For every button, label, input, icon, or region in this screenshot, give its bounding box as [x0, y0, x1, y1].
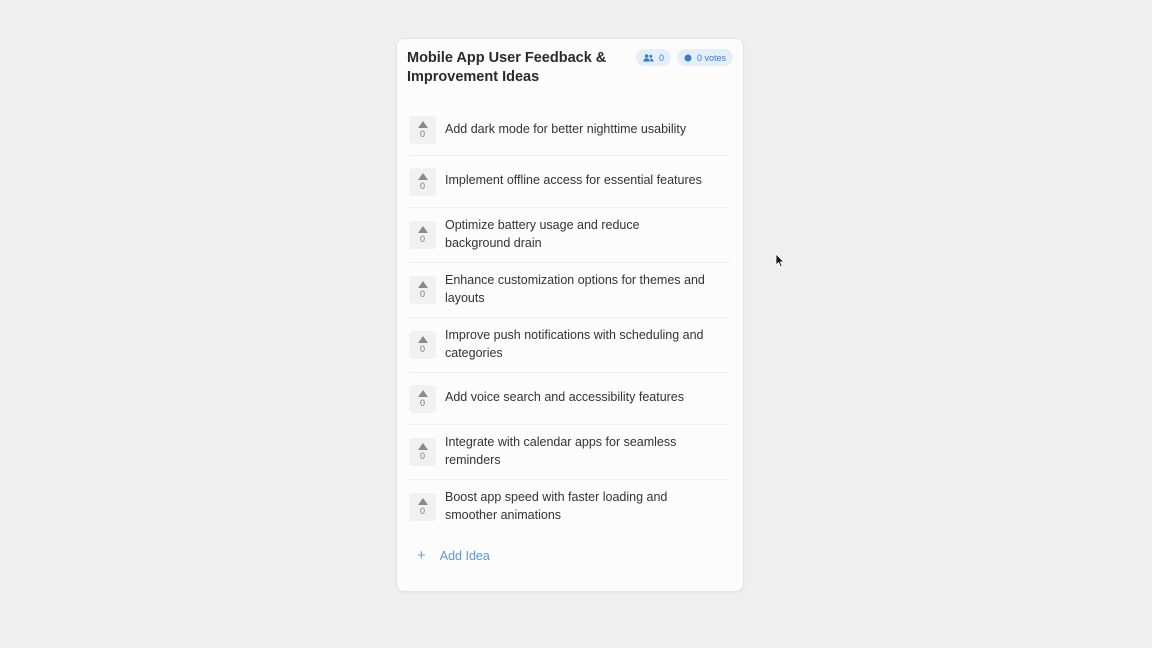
- votes-total: 0 votes: [696, 52, 726, 63]
- add-idea-button[interactable]: [417, 548, 490, 563]
- vote-count: 0: [419, 398, 425, 408]
- idea-item: [409, 373, 731, 425]
- triangle-up-icon: [418, 121, 428, 128]
- idea-text: Add dark mode for better nighttime usability: [445, 122, 687, 136]
- idea-item: [409, 263, 731, 318]
- idea-board-card: [396, 38, 744, 592]
- triangle-up-icon: [418, 390, 428, 397]
- participants-badge[interactable]: [636, 49, 671, 66]
- idea-item: [409, 156, 731, 208]
- upvote-button[interactable]: [409, 221, 436, 249]
- dot-icon: [684, 54, 692, 62]
- vote-count: 0: [419, 451, 425, 461]
- idea-item: [409, 318, 731, 373]
- idea-item: [409, 480, 731, 535]
- triangle-up-icon: [418, 443, 428, 450]
- plus-icon: +: [417, 547, 426, 564]
- triangle-up-icon: [418, 498, 428, 505]
- idea-item: [409, 115, 731, 156]
- vote-count: 0: [419, 181, 425, 191]
- triangle-up-icon: [418, 336, 428, 343]
- triangle-up-icon: [418, 173, 428, 180]
- upvote-button[interactable]: [409, 168, 436, 196]
- vote-count: 0: [419, 129, 425, 139]
- add-idea-label: Add Idea: [439, 548, 490, 563]
- upvote-button[interactable]: [409, 276, 436, 304]
- votes-badge[interactable]: [677, 49, 733, 66]
- vote-count: 0: [419, 506, 425, 516]
- vote-count: 0: [419, 344, 425, 354]
- upvote-button[interactable]: [409, 493, 436, 521]
- idea-text: Implement offline access for essential features: [445, 173, 702, 187]
- idea-text: Optimize battery usage and reduce background drain: [445, 218, 640, 250]
- idea-text: Boost app speed with faster loading and smoother animations: [445, 490, 668, 522]
- board-title: Mobile App User Feedback & Improvement Ideas: [407, 50, 607, 85]
- triangle-up-icon: [418, 226, 428, 233]
- idea-item: [409, 208, 731, 263]
- triangle-up-icon: [418, 281, 428, 288]
- idea-text: Enhance customization options for themes and layouts: [445, 273, 705, 305]
- idea-text: Integrate with calendar apps for seamless reminders: [445, 435, 677, 467]
- upvote-button[interactable]: [409, 438, 436, 466]
- header-badges: [636, 49, 733, 66]
- upvote-button[interactable]: [409, 116, 436, 144]
- idea-text: Add voice search and accessibility features: [445, 390, 685, 404]
- idea-text: Improve push notifications with scheduling and categories: [445, 328, 704, 360]
- users-icon: [643, 54, 654, 62]
- vote-count: 0: [419, 289, 425, 299]
- card-header: [407, 49, 733, 99]
- idea-item: [409, 425, 731, 480]
- vote-count: 0: [419, 234, 425, 244]
- upvote-button[interactable]: [409, 331, 436, 359]
- mouse-pointer-icon: [775, 253, 785, 273]
- upvote-button[interactable]: [409, 385, 436, 413]
- participants-count: 0: [658, 52, 664, 63]
